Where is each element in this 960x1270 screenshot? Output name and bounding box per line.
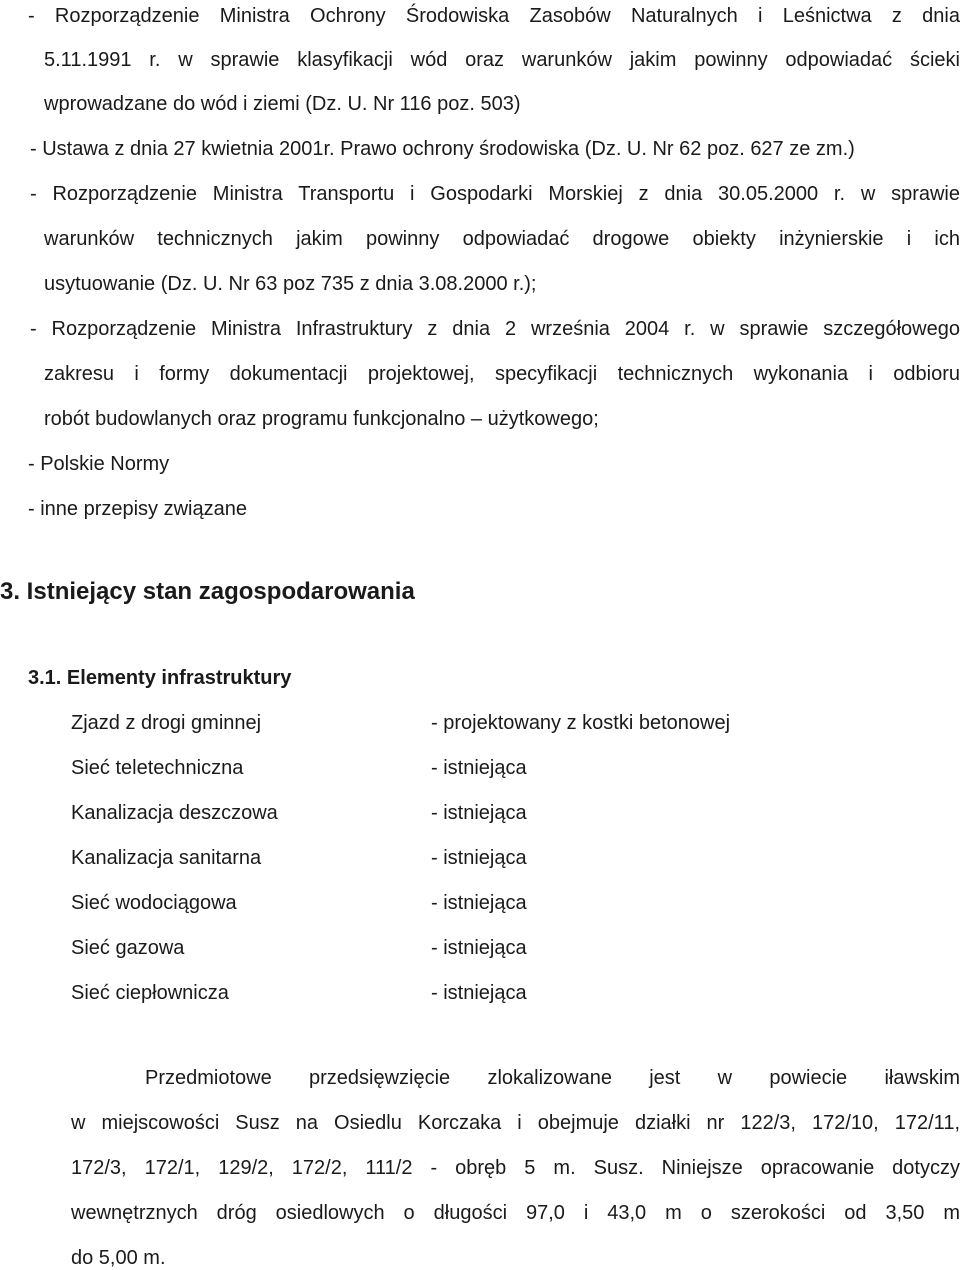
infrastructure-name: Zjazd z drogi gminnej (71, 712, 262, 734)
regulation-4-line-1: - Rozporządzenie Ministra Infrastruktury z dnia 2 września 2004 r. w sprawie szczegółowego (30, 318, 960, 340)
paragraph-line-2: w miejscowości Susz na Osiedlu Korczaka i obejmuje działki nr 122/3, 172/10, 172/11, (71, 1112, 960, 1134)
paragraph-line-5: do 5,00 m. (71, 1247, 166, 1269)
paragraph-line-3: 172/3, 172/1, 129/2, 172/2, 111/2 - obręb 5 m. Susz. Niniejsze opracowanie dotyczy (71, 1157, 960, 1179)
regulation-2: - Ustawa z dnia 27 kwietnia 2001r. Prawo ochrony środowiska (Dz. U. Nr 62 poz. 627 ze zm.) (30, 138, 855, 160)
infrastructure-status: - projektowany z kostki betonowej (431, 712, 731, 734)
regulation-1-line-3: wprowadzane do wód i ziemi (Dz. U. Nr 116 poz. 503) (44, 93, 521, 115)
infrastructure-name: Sieć teletechniczna (71, 757, 244, 779)
infrastructure-table (71, 711, 831, 1026)
regulation-1-line-2: 5.11.1991 r. w sprawie klasyfikacji wód oraz warunków jakim powinny odpowiadać ścieki (44, 49, 960, 71)
infrastructure-name: Kanalizacja sanitarna (71, 847, 262, 869)
infrastructure-row (71, 891, 831, 936)
regulation-4-line-3: robót budowlanych oraz programu funkcjonalno – użytkowego; (44, 408, 599, 430)
regulation-1-line-1: - Rozporządzenie Ministra Ochrony Środowiska Zasobów Naturalnych i Leśnictwa z dnia (28, 5, 960, 27)
infrastructure-row (71, 756, 831, 801)
infrastructure-status: - istniejąca (431, 892, 527, 914)
infrastructure-status: - istniejąca (431, 937, 527, 959)
infrastructure-row (71, 711, 831, 756)
regulation-polish-standards: - Polskie Normy (28, 453, 170, 475)
infrastructure-status: - istniejąca (431, 802, 527, 824)
infrastructure-name: Sieć ciepłownicza (71, 982, 229, 1004)
infrastructure-status: - istniejąca (431, 757, 527, 779)
subsection-title: 3.1. Elementy infrastruktury (28, 667, 292, 689)
infrastructure-row (71, 981, 831, 1026)
infrastructure-row (71, 801, 831, 846)
infrastructure-name: Sieć wodociągowa (71, 892, 237, 914)
regulation-3-line-1: - Rozporządzenie Ministra Transportu i Gospodarki Morskiej z dnia 30.05.2000 r. w sprawie (30, 183, 960, 205)
infrastructure-status: - istniejąca (431, 847, 527, 869)
infrastructure-name: Kanalizacja deszczowa (71, 802, 278, 824)
paragraph-line-4: wewnętrznych dróg osiedlowych o długości 97,0 i 43,0 m o szerokości od 3,50 m (71, 1202, 960, 1224)
infrastructure-status: - istniejąca (431, 982, 527, 1004)
paragraph-line-1: Przedmiotowe przedsięwzięcie zlokalizowane jest w powiecie iławskim (145, 1067, 960, 1089)
regulation-3-line-3: usytuowanie (Dz. U. Nr 63 poz 735 z dnia 3.08.2000 r.); (44, 273, 537, 295)
regulation-other: - inne przepisy związane (28, 498, 247, 520)
regulation-3-line-2: warunków technicznych jakim powinny odpowiadać drogowe obiekty inżynierskie i ich (44, 228, 960, 250)
infrastructure-row (71, 846, 831, 891)
infrastructure-row (71, 936, 831, 981)
infrastructure-name: Sieć gazowa (71, 937, 185, 959)
regulation-4-line-2: zakresu i formy dokumentacji projektowej, specyfikacji technicznych wykonania i odbioru (44, 363, 960, 385)
section-title: 3. Istniejący stan zagospodarowania (0, 578, 415, 605)
